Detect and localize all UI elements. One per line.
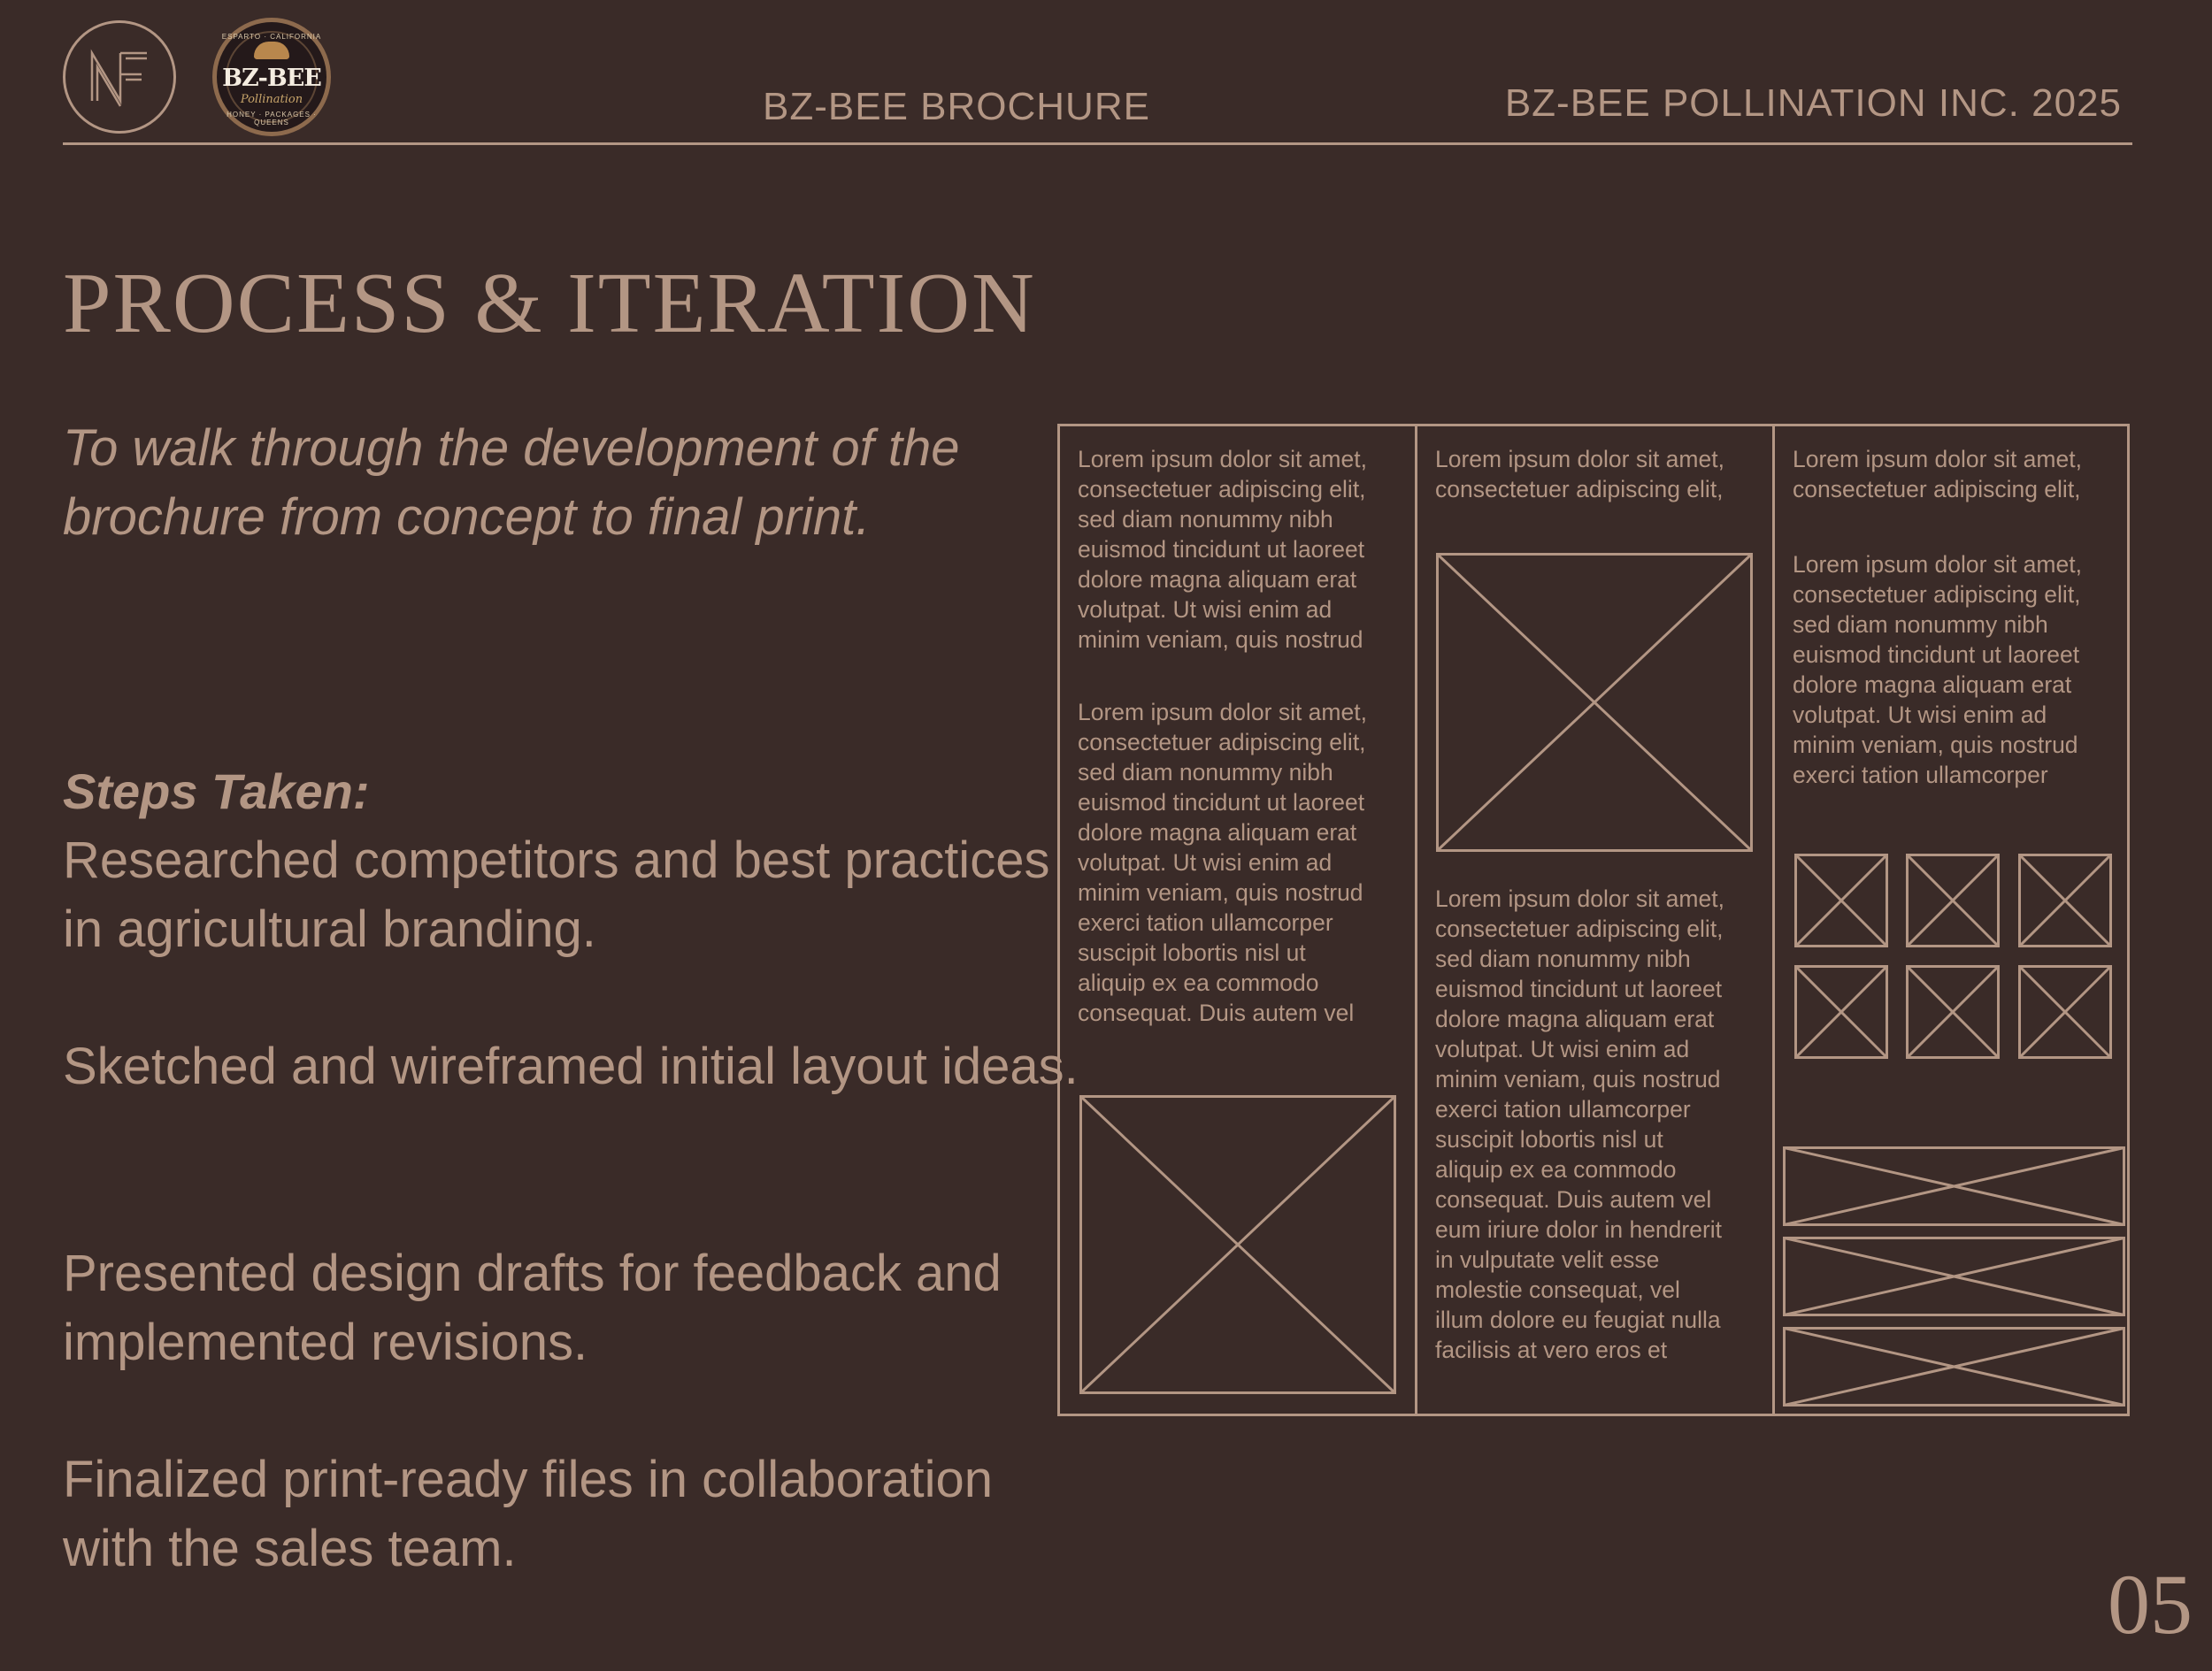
step-item: Finalized print-ready files in collaboration with the sales team. <box>63 1451 993 1577</box>
beehive-icon <box>254 42 289 59</box>
banner-placeholder-icon <box>1783 1146 2125 1408</box>
logo-arc-bottom: HONEY · PACKAGES · QUEENS <box>227 111 317 126</box>
logo-script: Pollination <box>240 93 303 106</box>
header-divider <box>63 142 2132 145</box>
image-placeholder <box>1079 1095 1396 1394</box>
placeholder-text: Lorem ipsum dolor sit amet, consectetuer adipiscing elit, sed diam nonummy nibh euismod tincidunt ut laoreet dolore magna aliquam erat volutpat. Ut wisi enim ad minim veniam, quis nostrud exerci tation ullamcorper suscipit lobortis nisl ut aliquip ex ea commodo consequat. Duis autem vel eum iriure dolor in hendrerit in vulputate velit esse molestie consequat, vel illum dolore eu feugiat nulla facilisis at vero eros et <box>1435 885 1724 1363</box>
banner-placeholders <box>1783 1146 2125 1408</box>
placeholder-text: Lorem ipsum dolor sit amet, consectetuer adipiscing elit, sed diam nonummy nibh euismod tincidunt ut laoreet dolore magna aliquam erat volutpat. Ut wisi enim ad minim veniam, quis nostrud exerci tation ullamcorper suscipit lobortis nisl ut aliquip ex ea commodo consequat. Duis autem vel <box>1078 699 1367 1026</box>
step-item: Presented design drafts for feedback and implemented revisions. <box>63 1245 1002 1371</box>
page-number: 05 <box>2108 1557 2193 1652</box>
thumbnail-grid-icon <box>1794 854 2113 1059</box>
intro-text: To walk through the development of the brochure from concept to final print. <box>63 419 960 546</box>
steps-heading: Steps Taken: <box>63 763 370 819</box>
logo-arc-top: ESPARTO · CALIFORNIA <box>221 33 322 41</box>
step-item: Researched competitors and best practices in agricultural branding. <box>63 832 1050 958</box>
step-item: Sketched and wireframed initial layout ideas. <box>63 1038 1079 1095</box>
logo-brand: BZ-BEE <box>222 65 321 92</box>
document-title: BZ-BEE BROCHURE <box>763 85 1150 128</box>
column-divider <box>1415 426 1417 1414</box>
nf-logo <box>63 20 176 134</box>
placeholder-text: Lorem ipsum dolor sit amet, consectetuer adipiscing elit, <box>1435 446 1724 502</box>
placeholder-text: Lorem ipsum dolor sit amet, consectetuer adipiscing elit, sed diam nonummy nibh euismod tincidunt ut laoreet dolore magna aliquam erat volutpat. Ut wisi enim ad minim veniam, quis nostrud exerci tation ullamcorper <box>1793 551 2082 788</box>
page-title: PROCESS & ITERATION <box>63 256 1036 351</box>
image-placeholder <box>1436 553 1753 852</box>
image-placeholder-icon <box>1079 1095 1396 1394</box>
placeholder-text: Lorem ipsum dolor sit amet, consectetuer adipiscing elit, sed diam nonummy nibh euismod tincidunt ut laoreet dolore magna aliquam erat volutpat. Ut wisi enim ad minim veniam, quis nostrud <box>1078 446 1367 653</box>
placeholder-text: Lorem ipsum dolor sit amet, consectetuer adipiscing elit, <box>1793 446 2082 502</box>
column-divider <box>1772 426 1775 1414</box>
image-placeholder-icon <box>1436 553 1753 852</box>
brochure-wireframe <box>1057 424 2130 1416</box>
thumbnail-grid <box>1794 854 2113 1059</box>
bz-bee-logo <box>212 18 331 136</box>
nf-monogram-icon <box>65 23 173 131</box>
company-name: BZ-BEE POLLINATION INC. 2025 <box>1504 81 2122 125</box>
